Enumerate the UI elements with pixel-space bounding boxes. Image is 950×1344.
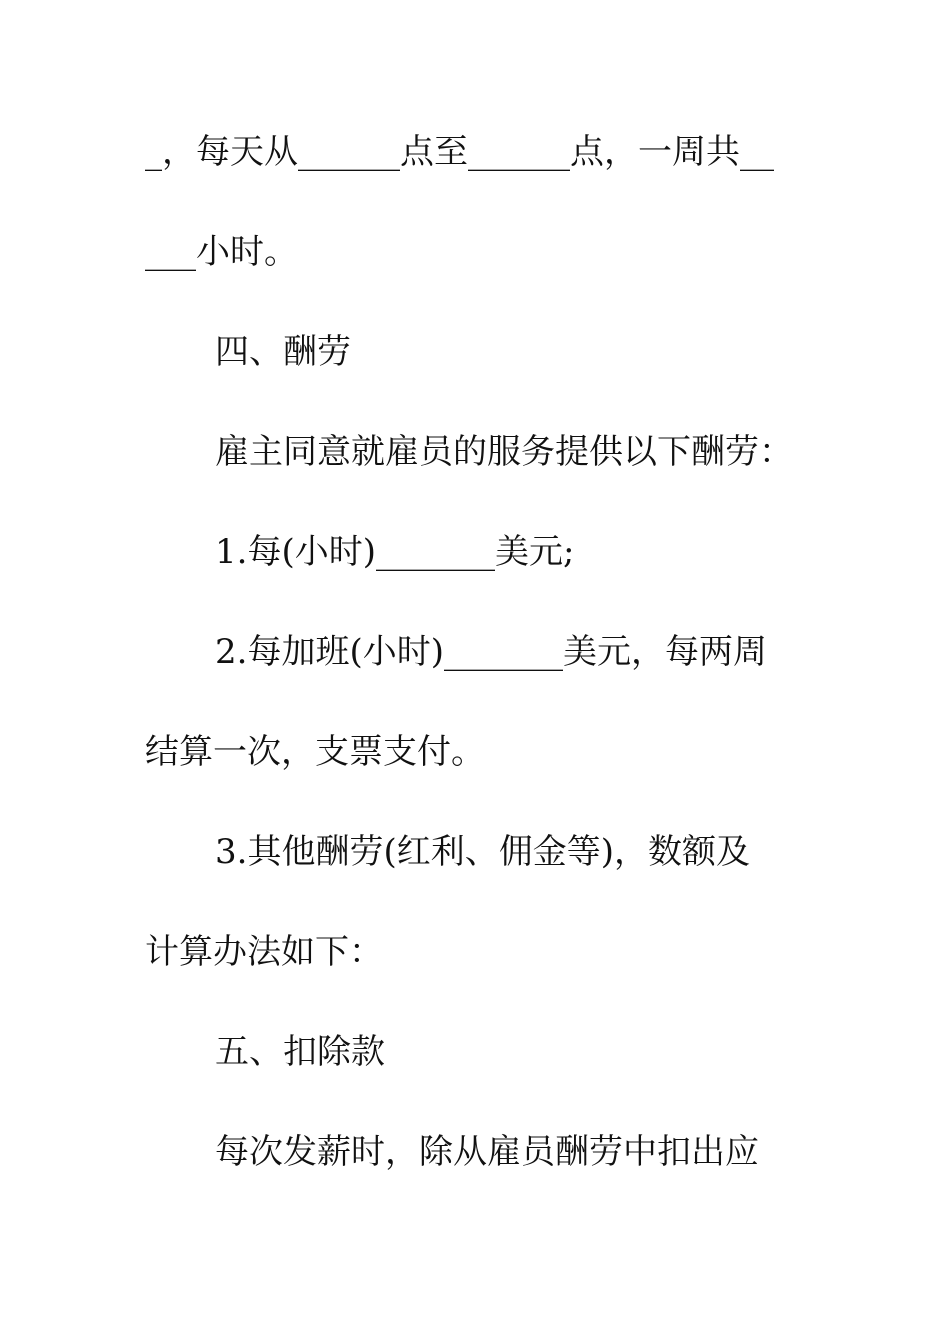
section-heading-compensation: 四、酬劳 (215, 332, 351, 372)
text-line-overtime-payment: 结算一次，支票支付。 (145, 732, 485, 772)
text-line-deductions-intro: 每次发薪时，除从雇员酬劳中扣出应 (215, 1132, 759, 1172)
text-line-hours-total: ___小时。 (145, 232, 298, 272)
text-line-compensation-intro: 雇主同意就雇员的服务提供以下酬劳： (215, 432, 793, 472)
list-item-hourly-rate: 1.每(小时)_______美元; (215, 532, 575, 572)
text-line-working-hours: _，每天从______点至______点，一周共__ (145, 132, 774, 172)
list-item-other-compensation: 3.其他酬劳(红利、佣金等)，数额及 (215, 832, 750, 872)
list-item-overtime-rate: 2.每加班(小时)_______美元，每两周 (215, 632, 767, 672)
text-line-calculation-method: 计算办法如下： (145, 932, 383, 972)
section-heading-deductions: 五、扣除款 (215, 1032, 385, 1072)
